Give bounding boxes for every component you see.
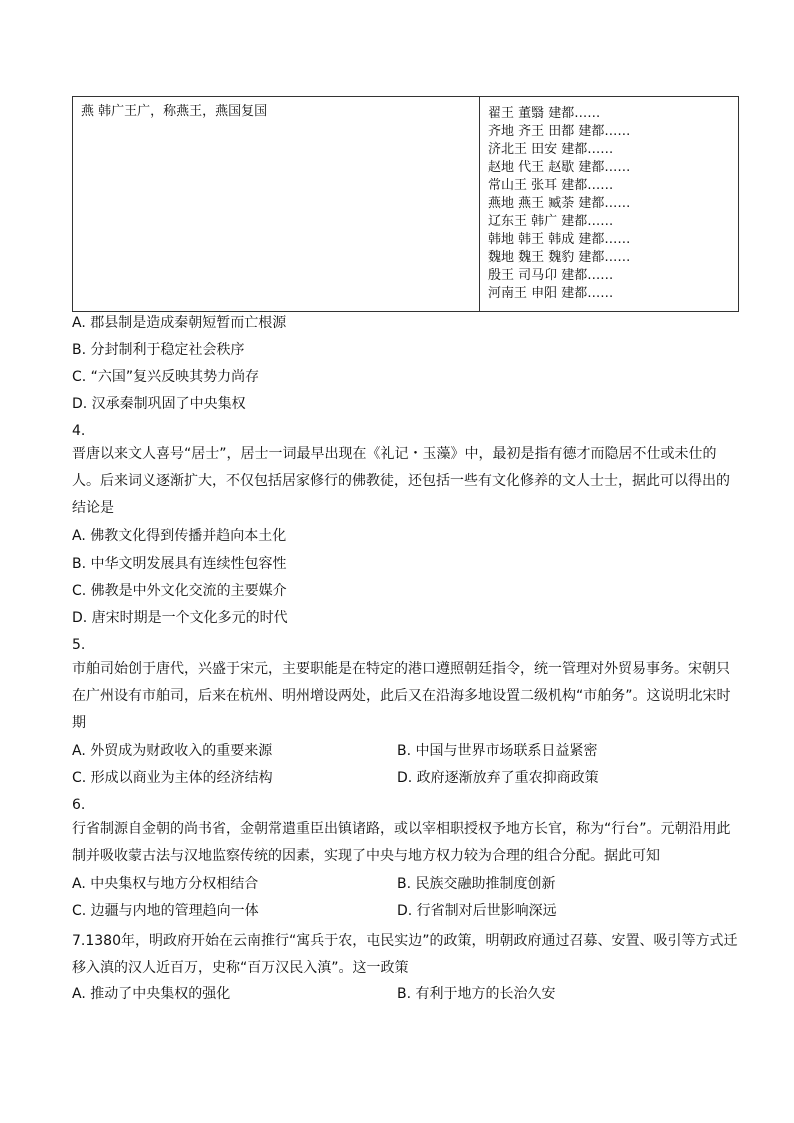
q5-option-d: D. 政府逐渐放弃了重农抑商政策	[397, 770, 599, 786]
q4-stem: 晋唐以来文人喜号“居士”，居士一词最早出现在《礼记・玉藻》中，最初是指有德才而隐居不仕或未仕的人。后来词义逐渐扩大，不仅包括居家修行的佛教徒，还包括一些有文化修养的文人士士，据此可以得出的结论是	[72, 446, 730, 516]
q6-option-d: D. 行省制对后世影响深远	[397, 903, 557, 919]
table-right-line: 辽东王 韩广 建都……	[488, 214, 614, 229]
table-right-line: 济北王 田安 建都……	[488, 142, 614, 157]
table-row	[73, 97, 739, 312]
table-right-line: 韩地 韩王 韩成 建都……	[488, 232, 631, 247]
table-left-text: 燕 韩广王广，称燕王，燕国复国	[81, 104, 268, 119]
q5-stem: 市舶司始创于唐代，兴盛于宋元，主要职能是在特定的港口遵照朝廷指令，统一管理对外贸易事务。宋朝只在广州设有市舶司，后来在杭州、明州增设两处，此后又在沿海多地设置二级机构“市舶务”。这说明北宋时期	[72, 661, 731, 731]
table-cell-right	[480, 97, 739, 312]
q5-option-c: C. 形成以商业为主体的经济结构	[72, 770, 273, 786]
table-right-line: 常山王 张耳 建都……	[488, 178, 614, 193]
table-right-line: 魏地 魏王 魏豹 建都……	[488, 250, 631, 265]
q3-option-d: D. 汉承秦制巩固了中央集权	[72, 396, 246, 412]
table-right-line: 河南王 申阳 建都……	[488, 286, 614, 301]
q6-number: 6.	[72, 797, 86, 813]
table-right-line: 燕地 燕王 臧荼 建都……	[488, 196, 631, 211]
q4-option-d: D. 唐宋时期是一个文化多元的时代	[72, 610, 288, 626]
q7-stem: 7.1380年，明政府开始在云南推行“寓兵于农，屯民实边”的政策，明朝政府通过召募、安置、吸引等方式迁移入滇的汉人近百万，史称“百万汉民入滇”。这一政策	[72, 933, 738, 976]
source-table	[72, 96, 739, 312]
q4-number: 4.	[72, 423, 86, 439]
q6-option-c: C. 边疆与内地的管理趋向一体	[72, 903, 259, 919]
table-cell-left	[73, 97, 480, 312]
q4-option-c: C. 佛教是中外文化交流的主要媒介	[72, 583, 287, 599]
table-right-line: 齐地 齐王 田都 建都……	[488, 124, 631, 139]
q6-option-b: B. 民族交融助推制度创新	[397, 876, 556, 892]
q3-option-b: B. 分封制利于稳定社会秩序	[72, 342, 245, 358]
q3-option-c: C. “六国”复兴反映其势力尚存	[72, 369, 260, 385]
q6-option-a: A. 中央集权与地方分权相结合	[72, 876, 259, 892]
table-right-line: 殷王 司马卬 建都……	[488, 268, 614, 283]
q4-option-a: A. 佛教文化得到传播并趋向本土化	[72, 528, 287, 544]
table-right-line: 赵地 代王 赵歇 建都……	[488, 160, 631, 175]
q6-stem: 行省制源自金朝的尚书省，金朝常遣重臣出镇诸路，或以宰相职授权予地方长官，称为“行台”。元朝沿用此制并吸收蒙古法与汉地监察传统的因素，实现了中央与地方权力较为合理的组合分配。据此可知	[72, 821, 731, 864]
q5-number: 5.	[72, 637, 86, 653]
q7-option-a: A. 推动了中央集权的强化	[72, 986, 231, 1002]
q7-option-b: B. 有利于地方的长治久安	[397, 986, 556, 1002]
table-right-line: 翟王 董翳 建都……	[488, 106, 601, 121]
q3-option-a: A. 郡县制是造成秦朝短暂而亡根源	[72, 315, 287, 331]
q4-option-b: B. 中华文明发展具有连续性包容性	[72, 556, 287, 572]
q5-option-b: B. 中国与世界市场联系日益紧密	[397, 743, 598, 759]
q5-option-a: A. 外贸成为财政收入的重要来源	[72, 743, 273, 759]
